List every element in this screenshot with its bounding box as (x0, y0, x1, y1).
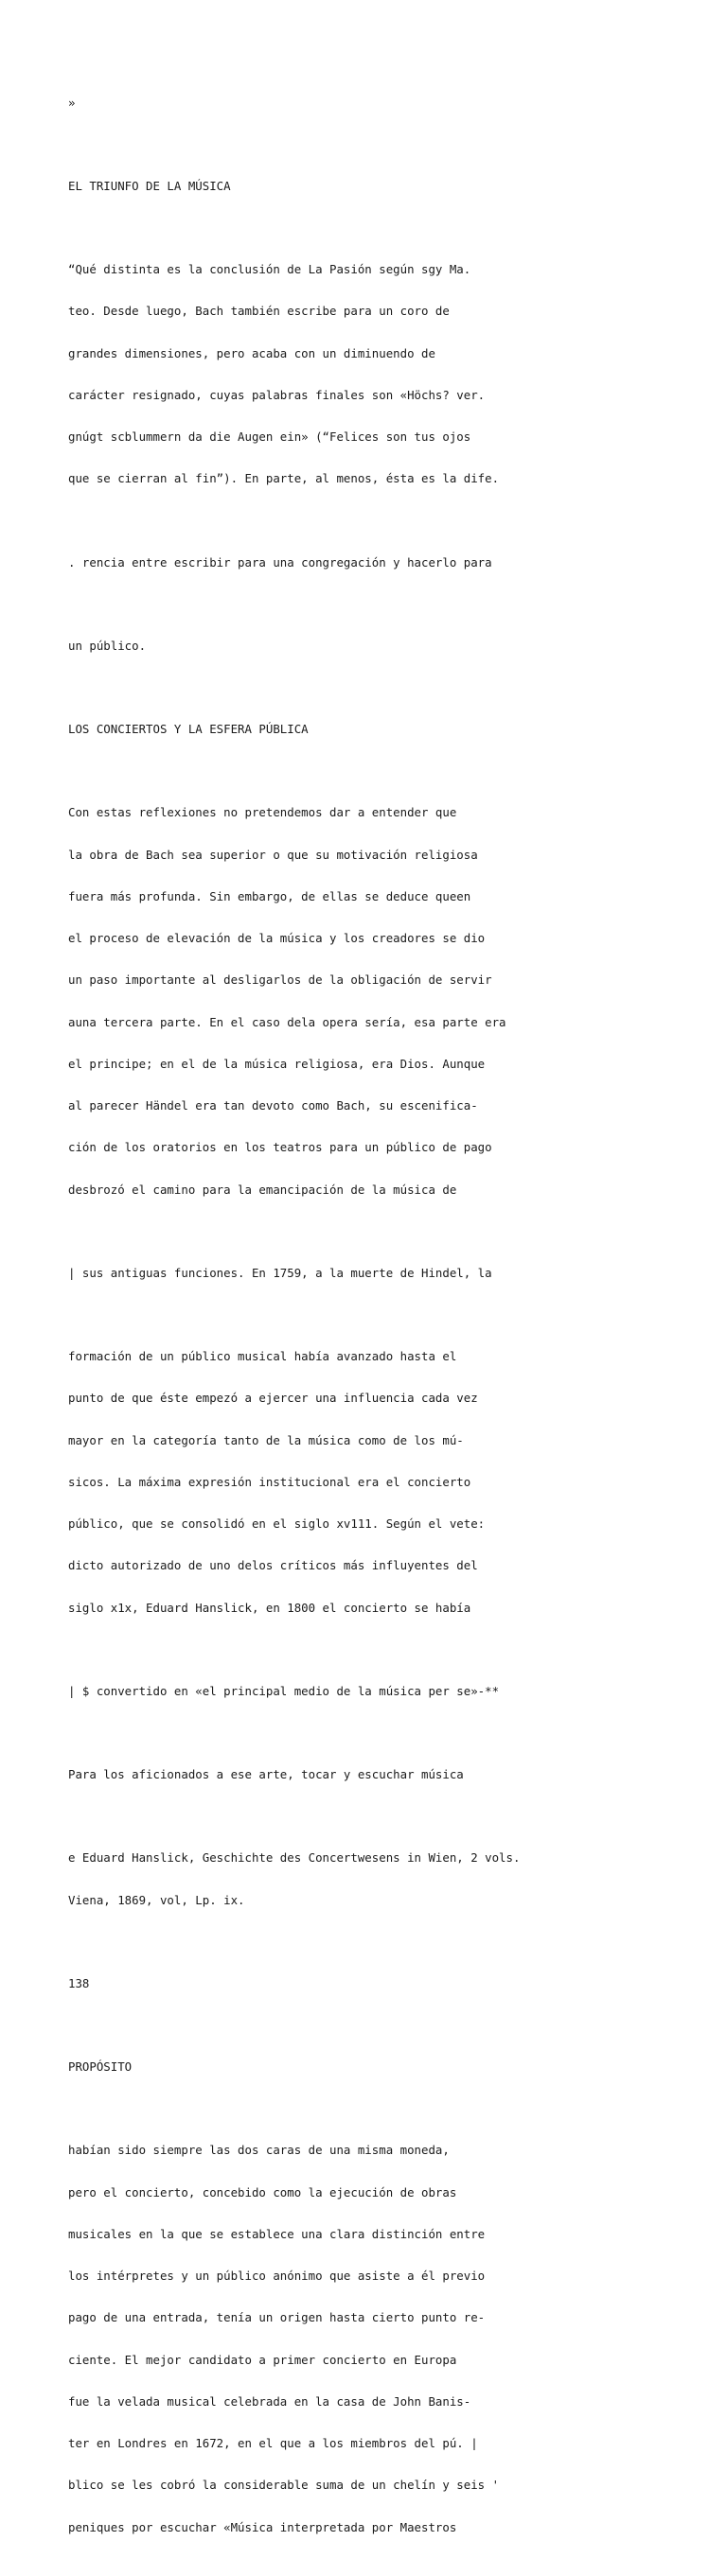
paragraph-6 (68, 1323, 712, 1643)
text-line: el proceso de elevación de la música y los creadores se dio (68, 931, 486, 945)
paragraph-7 (68, 1656, 712, 1726)
page-number (68, 1949, 712, 2019)
text-line: pago de una entrada, tenía un origen hasta cierto punto re- (68, 2310, 486, 2325)
text-line: punto de que éste empezó a ejercer una influencia cada vez (68, 1391, 478, 1406)
text-line: habían sido siempre las dos caras de una misma moneda, (68, 2143, 450, 2158)
text-line: ción de los oratorios en los teatros para un público de pago (68, 1140, 492, 1155)
text-line: blico se les cobró la considerable suma de un chelín y seis ' (68, 2478, 500, 2493)
text-line: dicto autorizado de uno delos críticos más influyentes del (68, 1558, 478, 1573)
text-line: e Eduard Hanslick, Geschichte des Concertwesens in Wien, 2 vols. (68, 1850, 521, 1866)
text-line: . rencia entre escribir para una congregación y hacerlo para (68, 554, 492, 570)
text-line: fue la velada musical celebrada en la casa de John Banis- (68, 2393, 471, 2409)
text-line: sicos. La máxima expresión institucional era el concierto (68, 1474, 471, 1489)
text-line: Para los aficionados a ese arte, tocar y escuchar música (68, 1767, 464, 1781)
text-line: mayor en la categoría tanto de la música como de los mú- (68, 1432, 464, 1447)
text-line: siglo x1x, Eduard Hanslick, en 1800 el concierto se había (68, 1600, 471, 1615)
section-heading: LOS CONCIERTOS Y LA ESFERA PÚBLICA (68, 722, 309, 736)
paragraph-5 (68, 1238, 712, 1308)
text-line: gnúgt scblummern da die Augen ein» (“Felices son tus ojos (68, 429, 471, 444)
text-line: “Qué distinta es la conclusión de La Pasión según sgy Ma. (68, 262, 471, 276)
text-line: Con estas reflexiones no pretendemos dar a entender que (68, 805, 457, 820)
text-line: un paso importante al desligarlos de la obligación de servir (68, 973, 492, 988)
text-line: formación de un público musical había avanzado hasta el (68, 1349, 457, 1363)
text-line: musicales en la que se establece una clara distinción entre (68, 2226, 486, 2241)
paragraph-3 (68, 611, 712, 681)
text-line: carácter resignado, cuyas palabras finales son «Höchs? ver. (68, 387, 486, 402)
footnote (68, 1824, 712, 1936)
text-line: desbrozó el camino para la emancipación de la música de (68, 1182, 457, 1197)
paragraph-4 (68, 779, 712, 1225)
text-line: los intérpretes y un público anónimo que asiste a él previo (68, 2269, 486, 2283)
text-line: » (68, 95, 76, 110)
marker (68, 68, 712, 138)
text-line: | sus antiguas funciones. En 1759, a la muerte de Hindel, la (68, 1265, 492, 1280)
paragraph-1 (68, 236, 712, 515)
heading-conciertos (68, 695, 712, 765)
text-line: que se cierran al fin”). En parte, al menos, ésta es la dife. (68, 471, 500, 486)
text-line: | $ convertido en «el principal medio de la música per se»-** (68, 1683, 500, 1698)
text-line: grandes dimensiones, pero acaba con un diminuendo de (68, 345, 435, 360)
paragraph-9 (68, 2116, 712, 2563)
text-line: teo. Desde luego, Bach también escribe para un coro de (68, 304, 450, 319)
text-line: público, que se consolidó en el siglo xv111. Según el vete: (68, 1516, 486, 1531)
text-line: un público. (68, 638, 147, 653)
text-line: la obra de Bach sea superior o que su motivación religiosa (68, 847, 478, 862)
paragraph-2 (68, 528, 712, 598)
section-heading: EL TRIUNFO DE LA MÚSICA (68, 178, 231, 193)
section-heading: PROPÓSITO (68, 2059, 133, 2074)
text-line: auna tercera parte. En el caso dela opera sería, esa parte era (68, 1014, 506, 1029)
document-page (68, 68, 712, 2576)
text-line: pero el concierto, concebido como la ejecución de obras (68, 2184, 457, 2199)
text-line: peniques por escuchar «Música interpretada por Maestros (68, 2519, 457, 2534)
heading-proposito (68, 2033, 712, 2103)
text-line: 138 (68, 1975, 90, 1990)
text-line: al parecer Händel era tan devoto como Bach, su escenifica- (68, 1098, 478, 1113)
text-line: ter en Londres en 1672, en el que a los miembros del pú. | (68, 2436, 478, 2450)
text-line: Viena, 1869, vol, Lp. ix. (68, 1892, 245, 1907)
paragraph-8 (68, 1741, 712, 1811)
text-line: fuera más profunda. Sin embargo, de ellas se deduce queen (68, 888, 471, 903)
text-line: ciente. El mejor candidato a primer concierto en Europa (68, 2352, 457, 2367)
heading-triunfo (68, 151, 712, 221)
text-line: el principe; en el de la música religiosa, era Dios. Aunque (68, 1056, 486, 1071)
